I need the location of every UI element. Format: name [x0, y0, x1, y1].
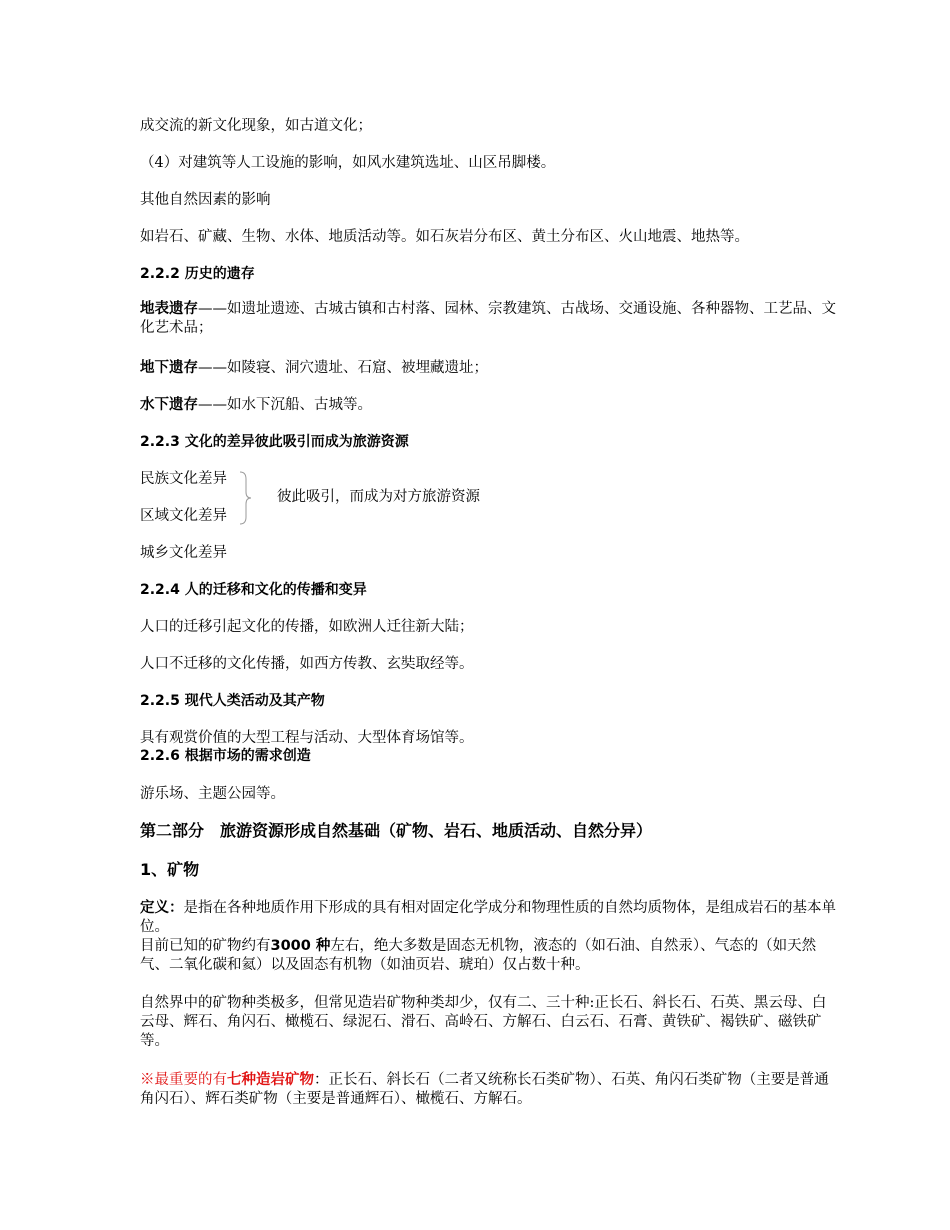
culture-item-urban-rural: 城乡文化差异 — [140, 545, 227, 561]
mineral-definition-paragraph — [140, 899, 840, 937]
key-minerals-colon: ： — [314, 1072, 329, 1088]
culture-item-regional: 区域文化差异 — [140, 508, 227, 524]
paragraph-line: 游乐场、主题公园等。 — [140, 786, 285, 802]
key-minerals-list: 正长石、斜长石（二者又统称长石类矿物）、石英、角闪石类矿物（主要是普通角闪石）、辉石类矿物（主要是普通辉石）、橄榄石、方解石。 — [140, 1072, 829, 1107]
culture-item-ethnic: 民族文化差异 — [140, 471, 227, 487]
known-minerals-post: 左右，绝大多数是固态无机物，液态的（如石油、自然汞）、气态的（如天然气、二氧化碳和氦）以及固态有机物（如油页岩、琥珀）仅占数十种。 — [140, 938, 817, 973]
underwater-heritage-paragraph — [140, 396, 372, 414]
section-heading-2-2-6: 2.2.6 根据市场的需求创造 — [140, 748, 311, 764]
definition-label: 定义： — [140, 900, 184, 916]
known-minerals-count: 3000 种 — [270, 938, 331, 954]
section-heading-2-2-5: 2.2.5 现代人类活动及其产物 — [140, 693, 325, 709]
key-minerals-paragraph — [140, 1071, 840, 1109]
paragraph-line: （4）对建筑等人工设施的影响，如风水建筑选址、山区吊脚楼。 — [140, 155, 556, 171]
underground-heritage-label: 地下遗存 — [140, 360, 198, 376]
underwater-heritage-text: ——如水下沉船、古城等。 — [198, 397, 372, 413]
surface-heritage-label: 地表遗存 — [140, 301, 198, 317]
underground-heritage-paragraph — [140, 359, 488, 377]
underwater-heritage-label: 水下遗存 — [140, 397, 198, 413]
paragraph-line: 具有观赏价值的大型工程与活动、大型体育场馆等。 — [140, 730, 474, 746]
curly-brace-icon — [238, 470, 252, 526]
known-minerals-paragraph — [140, 937, 840, 975]
section-heading-2-2-4: 2.2.4 人的迁移和文化的传播和变异 — [140, 582, 367, 598]
common-minerals-paragraph: 自然界中的矿物种类极多，但常见造岩矿物种类却少，仅有二、三十种:正长石、斜长石、石英、黑云母、白云母、辉石、角闪石、橄榄石、绿泥石、滑石、高岭石、方解石、白云石、石膏、黄铁矿、褐铁矿、磁铁矿等。 — [140, 995, 827, 1049]
key-minerals-bold: 七种造岩矿物 — [227, 1072, 314, 1088]
section-heading-2-2-3: 2.2.3 文化的差异彼此吸引而成为旅游资源 — [140, 434, 409, 450]
key-minerals-prefix: ※最重要的有 — [140, 1072, 227, 1088]
brace-annotation: 彼此吸引，而成为对方旅游资源 — [277, 489, 480, 505]
paragraph-line: 人口的迁移引起文化的传播，如欧洲人迁往新大陆； — [140, 619, 474, 635]
surface-heritage-text: ——如遗址遗迹、古城古镇和古村落、园林、宗教建筑、古战场、交通设施、各种器物、工艺品、文化艺术品； — [140, 301, 836, 336]
minerals-subheading: 1、矿物 — [140, 860, 200, 879]
definition-text: 是指在各种地质作用下形成的具有相对固定化学成分和物理性质的自然均质物体，是组成岩石的基本单位。 — [140, 900, 836, 935]
known-minerals-pre: 目前已知的矿物约有 — [140, 938, 271, 954]
section-heading-2-2-2: 2.2.2 历史的遗存 — [140, 266, 255, 282]
paragraph-line: 成交流的新文化现象，如古道文化； — [140, 118, 372, 134]
paragraph-line: 人口不迁移的文化传播，如西方传教、玄奘取经等。 — [140, 656, 474, 672]
paragraph-line: 如岩石、矿藏、生物、水体、地质活动等。如石灰岩分布区、黄土分布区、火山地震、地热等。 — [140, 229, 749, 245]
part-two-title: 第二部分 旅游资源形成自然基础（矿物、岩石、地质活动、自然分异） — [140, 821, 653, 840]
underground-heritage-text: ——如陵寝、洞穴遗址、石窟、被埋藏遗址； — [198, 360, 488, 376]
surface-heritage-paragraph — [140, 300, 840, 338]
paragraph-line: 其他自然因素的影响 — [140, 192, 271, 208]
